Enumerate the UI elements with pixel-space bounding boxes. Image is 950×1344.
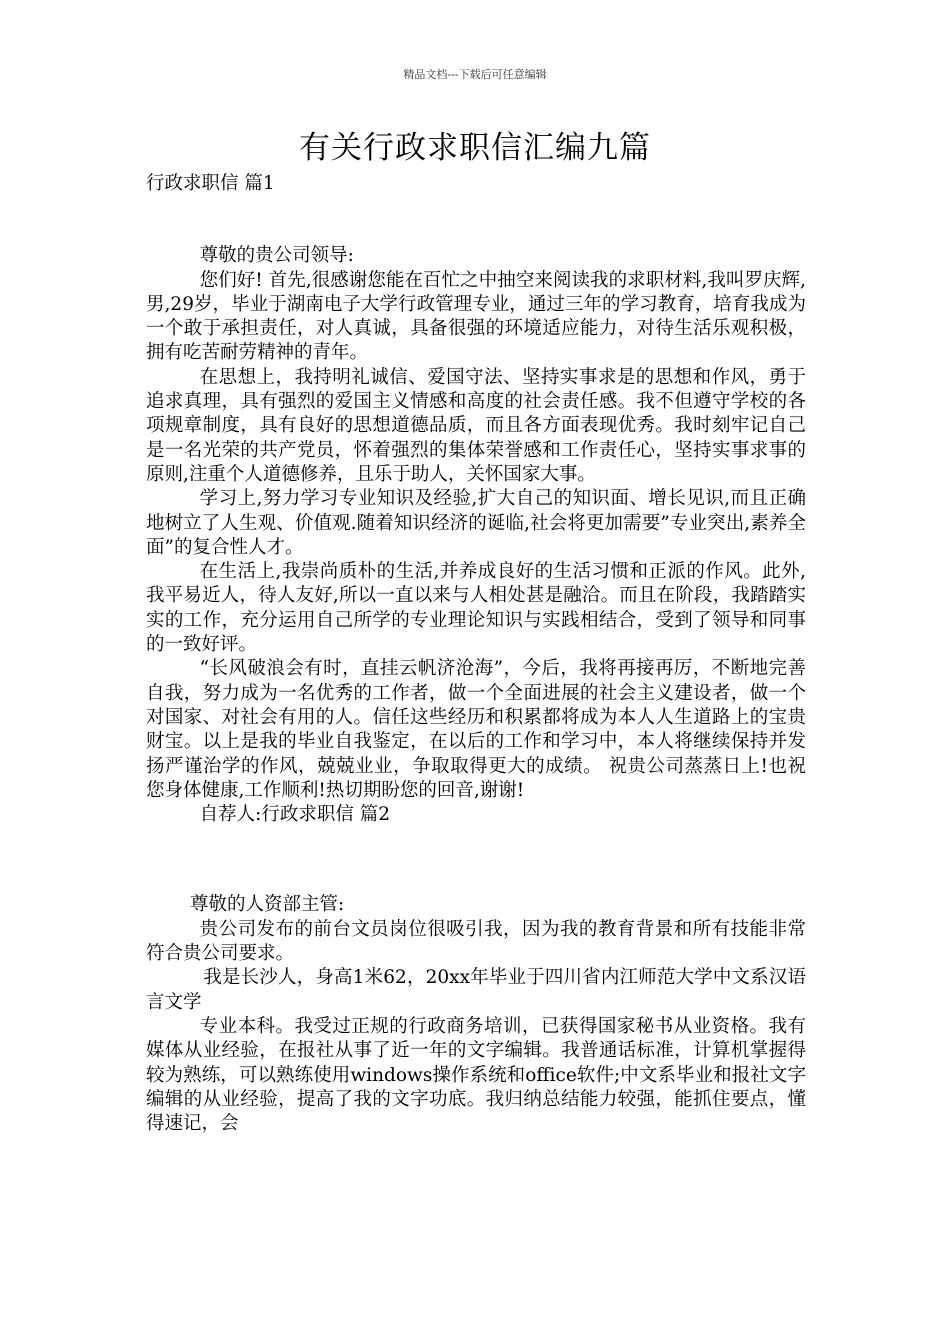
document-body — [146, 172, 806, 1136]
page-header-note: 精品文档---下载后可任意编辑 — [403, 68, 547, 81]
letter1-paragraph: “长风破浪会有时，直挂云帆济沧海”，今后，我将再接再厉，不断地完善自我，努力成为一名优秀的工作者，做一个全面进展的社会主义建设者，做一个对国家、对社会有用的人。信任这些经历和积累都将成为本人人生道路上的宝贵财宝。以上是我的毕业自我鉴定，在以后的工作和学习中，本人将继续保持并发扬严谨治学的作风，兢兢业业，争取取得更大的成绩。 祝贵公司蒸蒸日上!也祝您身体健康,工作顺利!热切期盼您的回音,谢谢! — [146, 658, 806, 801]
letter1-paragraph: 在思想上，我持明礼诚信、爱国守法、坚持实事求是的思想和作风，勇于追求真理，具有强烈的爱国主义情感和高度的社会责任感。我不但遵守学校的各项规章制度，具有良好的思想道德品质，而且各方面表现优秀。我时刻牢记自己是一名光荣的共产党员，怀着强烈的集体荣誉感和工作责任心，坚持实事求事的原则,注重个人道德修养，且乐于助人，关怀国家大事。 — [146, 366, 806, 485]
letter1-signature: 自荐人:行政求职信 篇2 — [199, 804, 391, 826]
letter2-paragraph: 我是长沙人，身高1米62，20xx年毕业于四川省内江师范大学中文系汉语言文学 — [146, 967, 806, 1013]
document-title: 有关行政求职信汇编九篇 — [299, 130, 651, 166]
letter1-salutation: 尊敬的贵公司领导: — [199, 245, 354, 267]
spacer — [146, 827, 806, 893]
section-heading: 行政求职信 篇1 — [146, 173, 275, 194]
spacer — [146, 196, 806, 244]
letter1-paragraph: 学习上,努力学习专业知识及经验,扩大自己的知识面、增长见识,而且正确地树立了人生观、价值观.随着知识经济的诞临,社会将更加需要”专业突出,素养全面”的复合性人才。 — [146, 488, 806, 558]
letter1-paragraph: 在生活上,我崇尚质朴的生活,并养成良好的生活习惯和正派的作风。此外,我平易近人，待人友好,所以一直以来与人相处甚是融洽。而且在阶段，我踏踏实实的工作，充分运用自己所学的专业理论知识与实践相结合，受到了领导和同事的一致好评。 — [146, 561, 806, 656]
letter1-paragraph: 您们好! 首先,很感谢您能在百忙之中抽空来阅读我的求职材料,我叫罗庆辉,男,29岁，毕业于湖南电子大学行政管理专业，通过三年的学习教育，培育我成为一个敢于承担责任，对人真诚，具备很强的环境适应能力，对待生活乐观积极，拥有吃苦耐劳精神的青年。 — [146, 269, 806, 364]
letter2-paragraph: 贵公司发布的前台文员岗位很吸引我，因为我的教育背景和所有技能非常符合贵公司要求。 — [146, 918, 806, 965]
letter2-paragraph: 专业本科。我受过正规的行政商务培训，已获得国家秘书从业资格。我有媒体从业经验，在报社从事了近一年的文字编辑。我普通话标准，计算机掌握得较为熟练，可以熟练使用windows操作系统和office软件;中文系毕业和报社文字编辑的从业经验，提高了我的文字功底。我归纳总结能力较强，能抓住要点，懂得速记，会 — [146, 1015, 806, 1135]
letter2-salutation: 尊敬的人资部主管: — [190, 894, 345, 916]
